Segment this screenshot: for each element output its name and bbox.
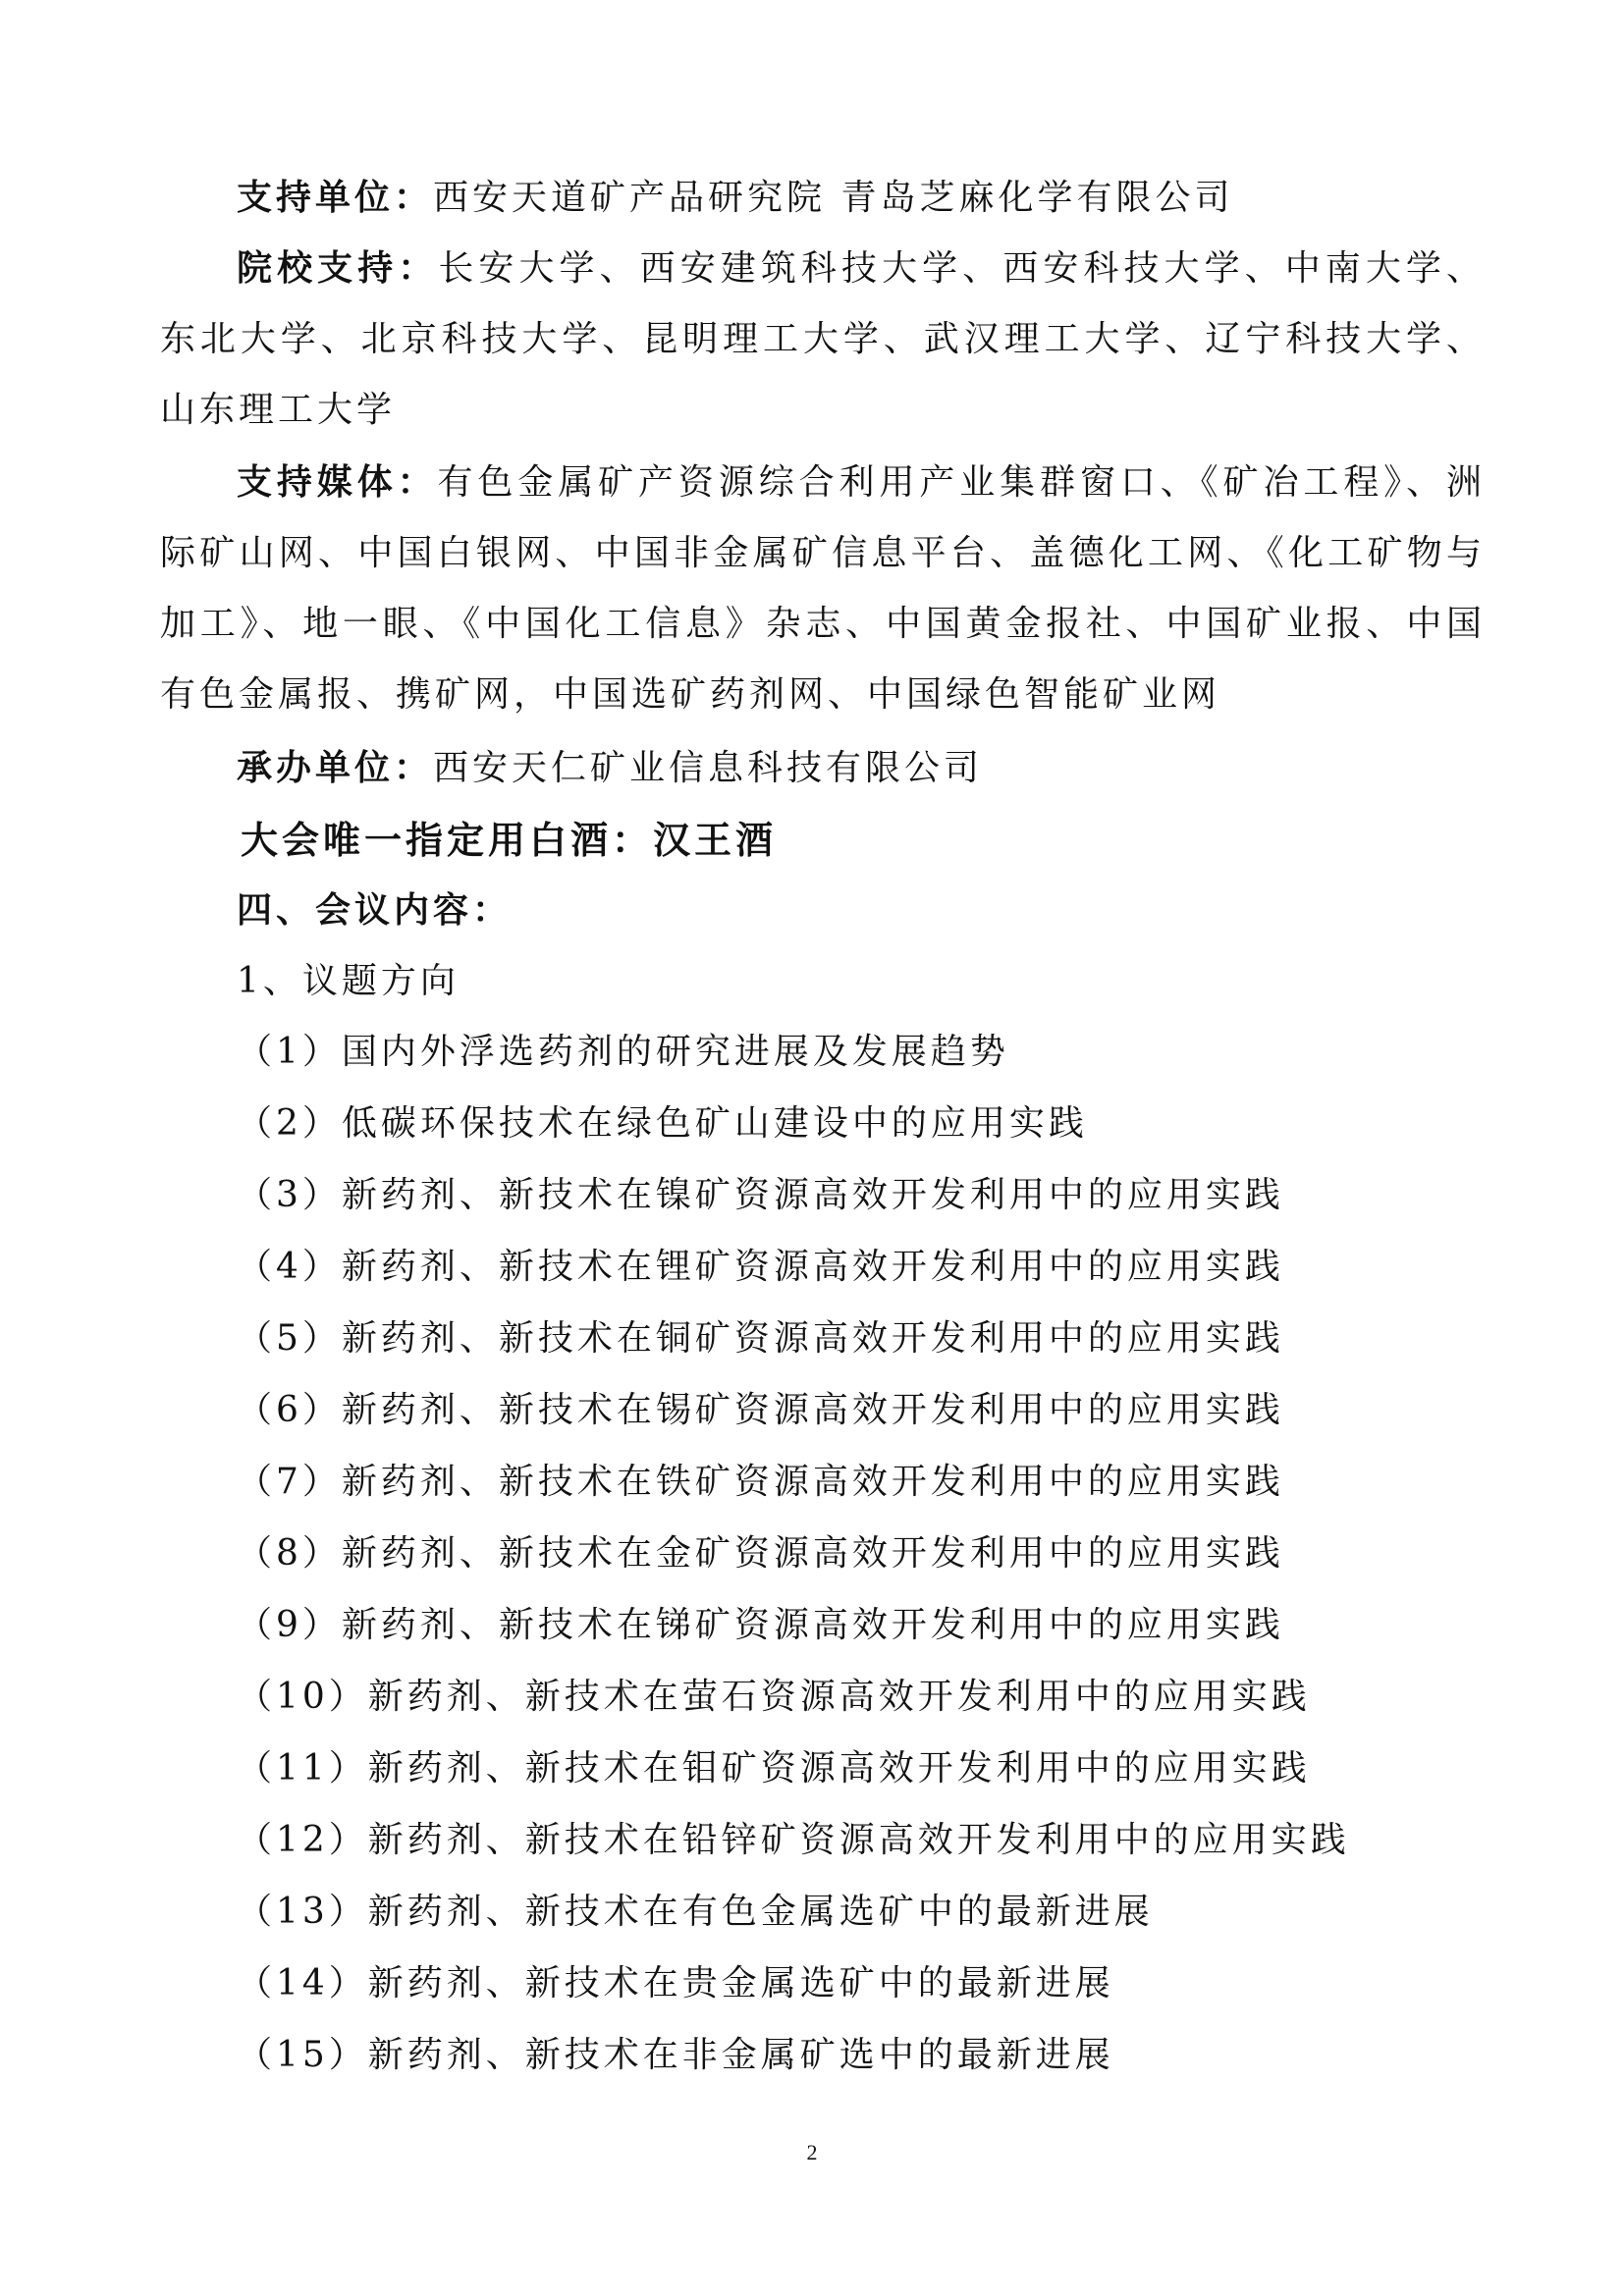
designated-liquor-line: 大会唯一指定用白酒：汉王酒: [241, 819, 778, 862]
topic-item: （10）新药剂、新技术在萤石资源高效开发利用中的应用实践: [237, 1677, 1311, 1717]
organizer-label: 承办单位：: [237, 748, 434, 788]
page-number: 2: [806, 2140, 818, 2164]
topic-item: （3）新药剂、新技术在镍矿资源高效开发利用中的应用实践: [237, 1175, 1284, 1215]
support-units-paragraph: [160, 163, 1486, 234]
support-media-label: 支持媒体：: [237, 462, 438, 503]
topic-item: （11）新药剂、新技术在钼矿资源高效开发利用中的应用实践: [237, 1748, 1311, 1789]
topic-item: （2）低碳环保技术在绿色矿山建设中的应用实践: [237, 1103, 1088, 1144]
topic-item: （8）新药剂、新技术在金矿资源高效开发利用中的应用实践: [237, 1533, 1284, 1574]
organizer-text: 西安天仁矿业信息科技有限公司: [433, 748, 984, 788]
topic-item: （14）新药剂、新技术在贵金属选矿中的最新进展: [237, 1963, 1114, 2003]
university-support-label: 院校支持：: [237, 248, 439, 289]
topic-item: （4）新药剂、新技术在锂矿资源高效开发利用中的应用实践: [237, 1247, 1284, 1287]
topic-item: （7）新药剂、新技术在铁矿资源高效开发利用中的应用实践: [237, 1462, 1284, 1502]
university-support-text: 长安大学、西安建筑科技大学、西安科技大学、中南大学、东北大学、北京科技大学、昆明理工大学、武汉理工大学、辽宁科技大学、山东理工大学: [160, 248, 1486, 430]
topic-item: （9）新药剂、新技术在锑矿资源高效开发利用中的应用实践: [237, 1605, 1284, 1645]
topic-item: （5）新药剂、新技术在铜矿资源高效开发利用中的应用实践: [237, 1318, 1284, 1359]
support-media-text: 有色金属矿产资源综合利用产业集群窗口、《矿冶工程》、洲际矿山网、中国白银网、中国非金属矿信息平台、盖德化工网、《化工矿物与加工》、地一眼、《中国化工信息》杂志、中国黄金报社、中国矿业报、中国有色金属报、携矿网，中国选矿药剂网、中国绿色智能矿业网: [160, 462, 1486, 715]
subheading: 1、议题方向: [237, 961, 460, 1001]
organizer-paragraph: [160, 733, 1486, 804]
topic-item: （15）新药剂、新技术在非金属矿选中的最新进展: [237, 2035, 1114, 2075]
support-media-paragraph: [160, 448, 1486, 730]
support-units-text: 西安天道矿产品研究院 青岛芝麻化学有限公司: [433, 178, 1234, 218]
university-support-paragraph: [160, 234, 1486, 446]
topic-item: （12）新药剂、新技术在铅锌矿资源高效开发利用中的应用实践: [237, 1820, 1350, 1860]
topic-item: （13）新药剂、新技术在有色金属选矿中的最新进展: [237, 1892, 1154, 1932]
section-heading: 四、会议内容：: [237, 890, 513, 931]
support-units-label: 支持单位：: [237, 178, 434, 218]
topic-item: （1）国内外浮选药剂的研究进展及发展趋势: [237, 1032, 1009, 1072]
topic-item: （6）新药剂、新技术在锡矿资源高效开发利用中的应用实践: [237, 1390, 1284, 1430]
